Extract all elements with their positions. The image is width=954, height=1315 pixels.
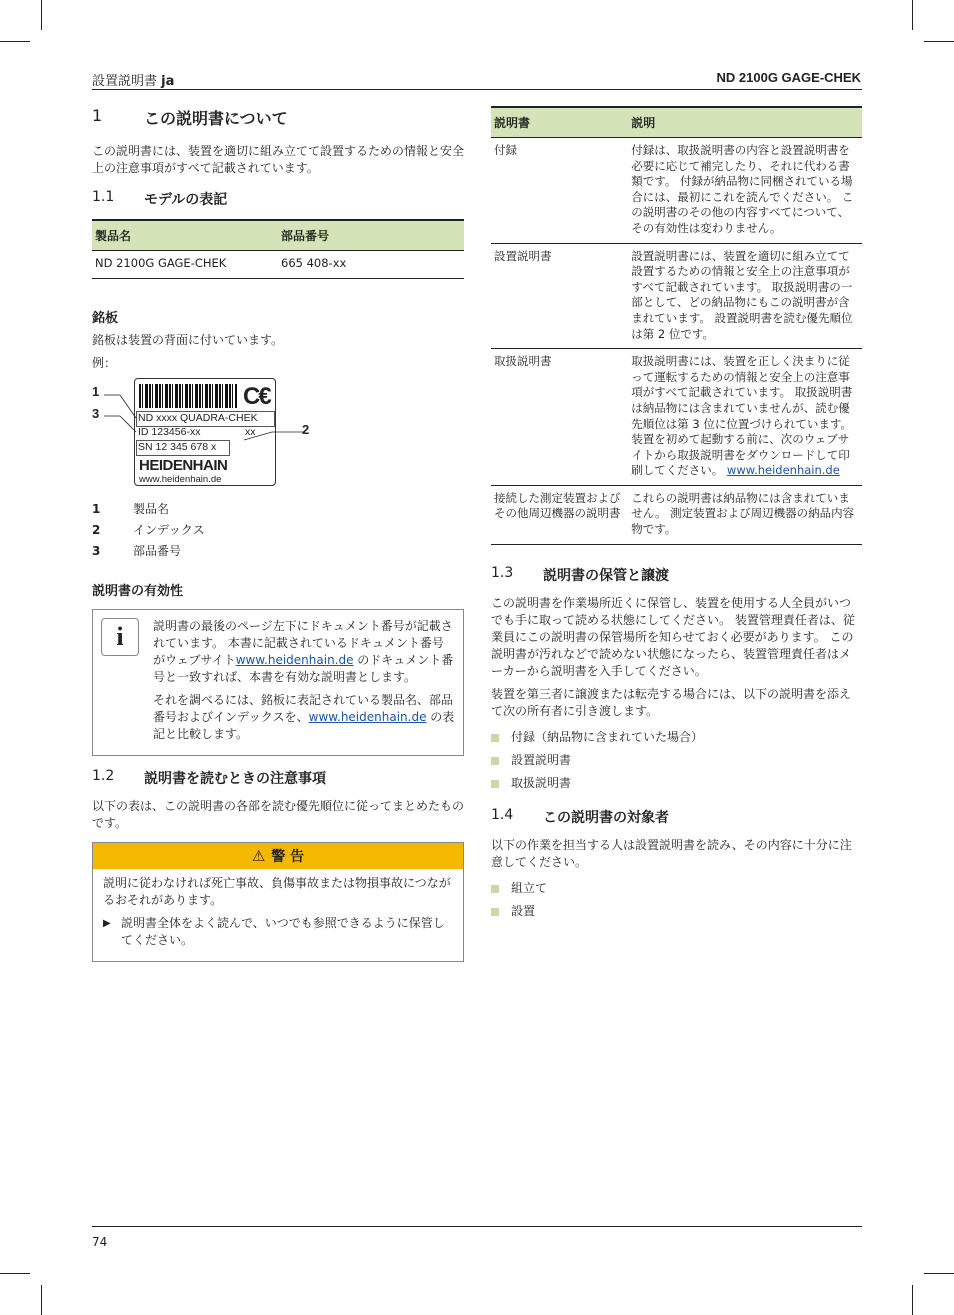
validity-p1: 説明書の最後のページ左下にドキュメント番号が記載されています。 本書に記載されているドキュメント番号がウェブサイトwww.heidenhain.de のドキュメント番号と一致すれば、本書を有効な説明書とします。: [153, 618, 454, 684]
section-1-3-p1: この説明書を作業場所近くに保管し、装置を使用する人全員がいつでも手に取って読める状態にしてください。 装置管理責任者は、従業員にこの説明書の保管場所を知らせておく必要があります。 この説明書が汚れなどで読めない状態になったら、装置管理責任者はメーカーから説明書を入手してください。: [491, 595, 855, 678]
crop-mark: [912, 0, 913, 30]
heidenhain-link[interactable]: www.heidenhain.de: [235, 652, 354, 667]
col-document: 説明書: [491, 107, 628, 138]
crop-mark: [0, 41, 30, 42]
bullet-square-icon: [491, 757, 499, 765]
table-row: 取扱説明書 取扱説明書には、装置を正しく決まりに従って運転するための情報と安全上の注意事項がすべて記載されています。 取扱説明書は納品物には含まれていませんが、読む優先順位は第 3 位に位置づけられています。 装置を初めて起動する前に、次のウェブサイトから取扱説明書をダウンロードして印刷してください。 www.heidenhain.de: [491, 349, 862, 486]
model-table: [92, 219, 464, 279]
section-1-3-heading: 1.3 説明書の保管と譲渡: [491, 564, 669, 584]
table-row: ND 2100G GAGE-CHEK 665 408-xx: [92, 251, 464, 279]
crop-mark: [924, 41, 954, 42]
warning-triangle-icon: ⚠: [251, 846, 266, 865]
left-column: [92, 106, 464, 962]
list-item: 組立て: [491, 877, 862, 900]
list-item: 取扱説明書: [491, 772, 862, 795]
right-column: [491, 106, 862, 923]
nameplate-heading: 銘板: [92, 310, 119, 326]
list-item: 2 インデックス: [92, 522, 205, 537]
section-1-3-p2: 装置を第三者に譲渡または転売する場合には、以下の説明書を添えて次の所有者に引き渡します。: [491, 686, 852, 718]
bullet-square-icon: [491, 885, 499, 893]
warning-action: ▶ 説明書全体をよく読んで、いつでも参照できるように保管してください。: [103, 915, 453, 955]
warning-text: 説明に従わなければ死亡事故、負傷事故または物損事故につながるおそれがあります。: [103, 875, 451, 907]
arrow-right-icon: ▶: [103, 917, 111, 929]
callout-3: 3: [92, 405, 100, 421]
col-part-number: 部品番号: [278, 220, 464, 251]
example-label: 例：: [92, 355, 117, 370]
footer-rule: [92, 1226, 862, 1227]
callout-lines: [92, 378, 464, 493]
validity-p2: それを調べるには、銘板に表記されている製品名、部品番号およびインデックスを、www.heidenhain.de の表記と比較します。: [153, 692, 455, 741]
validity-heading: 説明書の有効性: [92, 583, 184, 599]
list-item: 3 部品番号: [92, 543, 182, 558]
crop-mark: [41, 1285, 42, 1315]
crop-mark: [924, 1273, 954, 1274]
header-rule: [92, 89, 862, 90]
header-product: ND 2100G GAGE-CHEK: [716, 70, 861, 85]
section-1-2-heading: 1.2 説明書を読むときの注意事項: [92, 767, 326, 787]
nameplate-figure: [92, 378, 464, 493]
crop-mark: [0, 1273, 30, 1274]
list-item: 設置: [491, 900, 862, 923]
section-1-1-heading: 1.1 モデルの表記: [92, 189, 228, 208]
list-item: 設置説明書: [491, 749, 862, 772]
section-1-heading: 1 この説明書について: [92, 106, 288, 128]
section-1-intro: この説明書には、装置を適切に組み立てて設置するための情報と安全上の注意事項がすべて記載されています。: [92, 144, 465, 175]
plate-sn-line: SN 12 345 678 x: [138, 440, 217, 453]
plate-id-line: ID 123456-xx: [138, 425, 201, 438]
info-icon: i: [101, 618, 139, 656]
callout-1: 1: [92, 383, 100, 399]
col-description: 説明: [628, 107, 862, 138]
list-item: 1 製品名: [92, 501, 170, 516]
list-item: 付録（納品物に含まれていた場合）: [491, 726, 862, 749]
section-1-4-heading: 1.4 この説明書の対象者: [491, 806, 669, 826]
callout-2: 2: [302, 421, 310, 437]
table-row: 設置説明書 設置説明書には、装置を適切に組み立てて設置するための情報と安全上の注意事項がすべて記載されています。 取扱説明書の一部として、どの納品物にもこの説明書が含まれています。 設置説明書を読む優先順位は第 2 位です。: [491, 243, 862, 349]
crop-mark: [41, 0, 42, 30]
crop-mark: [912, 1285, 913, 1315]
plate-website: www.heidenhain.de: [139, 473, 222, 485]
warning-header: ⚠ 警 告: [93, 843, 463, 869]
document-table: [491, 106, 862, 545]
bullet-square-icon: [491, 908, 499, 916]
ce-mark-icon: C€: [243, 382, 270, 410]
warning-box: [92, 842, 464, 962]
table-row: 付録 付録は、取扱説明書の内容と設置説明書を必要に応じて補完したり、それに代わる書類です。 付録が納品物に同梱されている場合には、最初にこれを読んでください。 この説明書のその他の内容すべてについて、その有効性は変わりません。: [491, 138, 862, 244]
page-number: 74: [92, 1235, 108, 1249]
header-doc-title: 設置説明書 ja: [92, 74, 175, 89]
bullet-square-icon: [491, 734, 499, 742]
nameplate-legend: [92, 499, 464, 562]
plate-model-line: ND xxxx QUADRA-CHEK: [138, 411, 258, 424]
heidenhain-link[interactable]: www.heidenhain.de: [308, 709, 427, 724]
nameplate-text: 銘板は装置の背面に付いています。: [92, 332, 284, 347]
heidenhain-logo: HEIDENHAIN: [139, 456, 228, 474]
heidenhain-link[interactable]: www.heidenhain.de: [726, 463, 840, 478]
table-row: 接続した測定装置およびその他周辺機器の説明書 これらの説明書は納品物には含まれていません。 測定装置および周辺機器の納品内容物です。: [491, 485, 862, 544]
plate-index: xx: [245, 425, 256, 438]
section-1-4-p1: 以下の作業を担当する人は設置説明書を読み、その内容に十分に注意してください。: [491, 837, 852, 869]
info-box: [92, 609, 464, 756]
col-product-name: 製品名: [92, 220, 278, 251]
bullet-square-icon: [491, 780, 499, 788]
section-1-2-intro: 以下の表は、この説明書の各部を読む優先順位に従ってまとめたものです。: [92, 798, 465, 830]
